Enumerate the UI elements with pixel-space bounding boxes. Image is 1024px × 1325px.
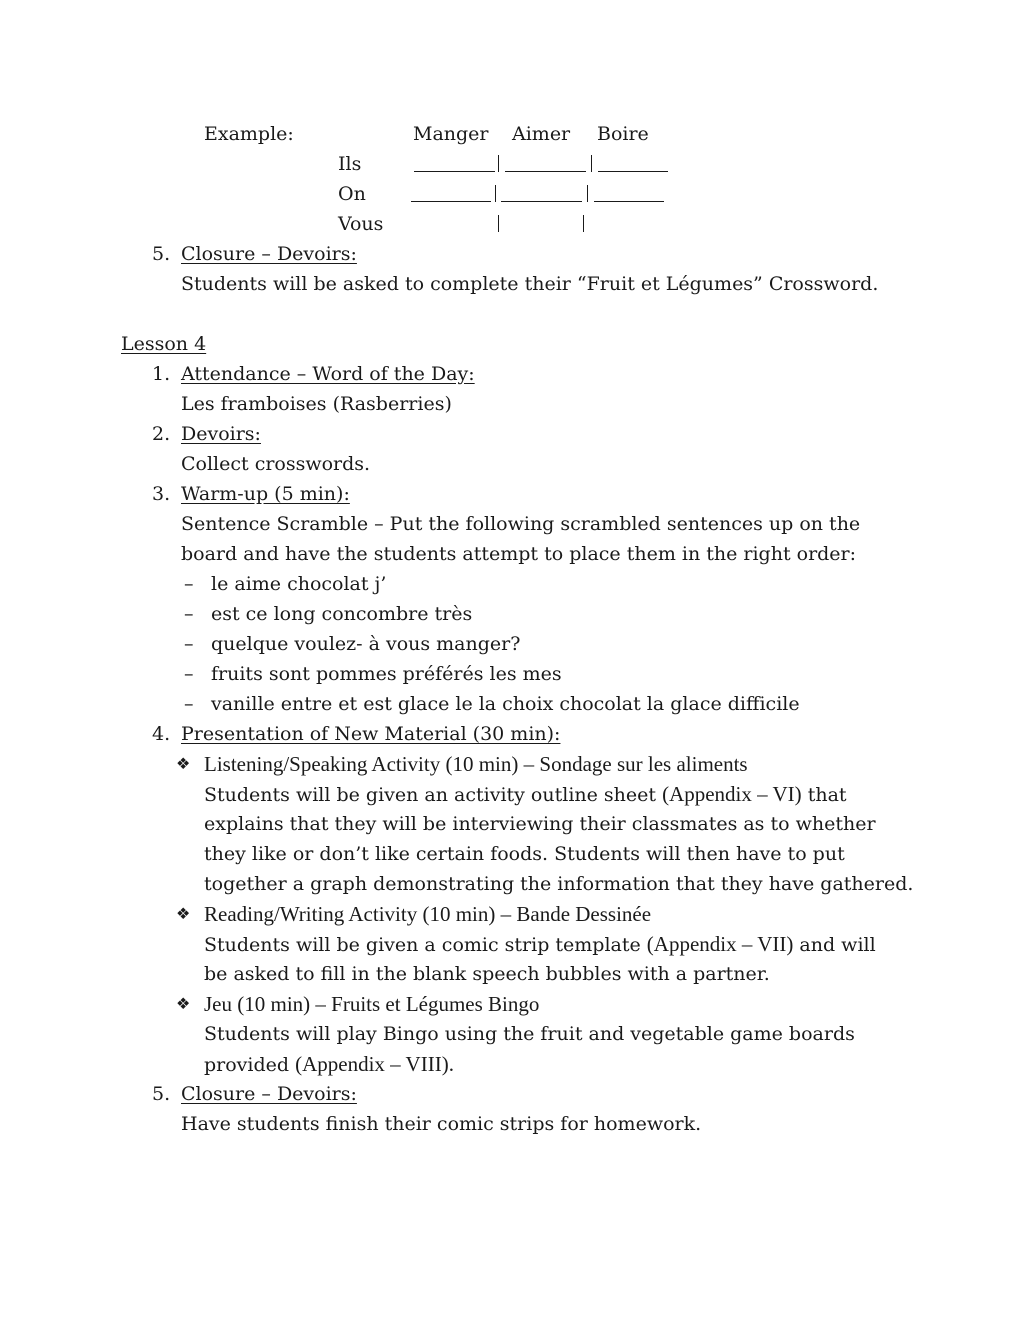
scramble-item: est ce long concombre très: [211, 603, 473, 625]
item-text: Les framboises (Rasberries): [181, 393, 452, 415]
blank-line: [501, 201, 582, 202]
dash-bullet: –: [184, 663, 194, 685]
item-number: 1.: [152, 363, 171, 385]
dash-bullet: –: [184, 603, 194, 625]
lesson-title: Lesson 4: [121, 333, 207, 355]
blank-line: [411, 201, 491, 202]
header-boire: Boire: [597, 123, 649, 145]
activity-text: explains that they will be interviewing their classmates as to whether: [204, 813, 876, 835]
scramble-item: fruits sont pommes préférés les mes: [211, 663, 562, 685]
item-number: 3.: [152, 483, 171, 505]
activity-title: Reading/Writing Activity (10 min) – Bande Dessinée: [204, 902, 652, 926]
scramble-item: vanille entre et est glace le la choix chocolat la glace difficile: [211, 693, 800, 715]
divider: [583, 215, 584, 232]
activity-text: provided (Appendix – VIII).: [204, 1052, 454, 1076]
closure1-number: 5.: [152, 243, 171, 265]
item-title: Attendance – Word of the Day:: [181, 363, 475, 385]
divider: [495, 185, 496, 202]
blank-line: [594, 201, 664, 202]
example-label: Example:: [204, 123, 294, 145]
item-text: Sentence Scramble – Put the following scrambled sentences up on the: [181, 513, 861, 535]
dash-bullet: –: [184, 573, 194, 595]
item-number: 5.: [152, 1083, 171, 1105]
blank-line: [414, 171, 495, 172]
diamond-bullet-icon: ❖: [176, 994, 191, 1013]
item-number: 4.: [152, 723, 171, 745]
row-vous: Vous: [338, 213, 384, 235]
activity-text: be asked to fill in the blank speech bubbles with a partner.: [204, 963, 770, 985]
divider: [498, 215, 499, 232]
activity-text: Students will play Bingo using the fruit and vegetable game boards: [204, 1023, 855, 1045]
blank-line: [598, 171, 668, 172]
item-title: Devoirs:: [181, 423, 261, 445]
item-number: 2.: [152, 423, 171, 445]
row-on: On: [338, 183, 366, 205]
item-text: Have students finish their comic strips for homework.: [181, 1113, 702, 1135]
closure1-title: Closure – Devoirs:: [181, 243, 357, 265]
dash-bullet: –: [184, 633, 194, 655]
appendix-ref: (Appendix – VIII): [295, 1052, 449, 1076]
activity-text: Students will be given an activity outline sheet (Appendix – VI) that: [204, 782, 847, 806]
divider: [498, 155, 499, 172]
scramble-item: quelque voulez- à vous manger?: [211, 633, 521, 655]
diamond-bullet-icon: ❖: [176, 904, 191, 923]
blank-line: [505, 171, 586, 172]
item-title: Closure – Devoirs:: [181, 1083, 357, 1105]
scramble-item: le aime chocolat j’: [211, 573, 387, 595]
appendix-ref: (Appendix – VII): [646, 932, 794, 956]
item-title: Warm-up (5 min):: [181, 483, 350, 505]
item-title: Presentation of New Material (30 min):: [181, 723, 561, 745]
row-ils: Ils: [338, 153, 362, 175]
activity-text: together a graph demonstrating the information that they have gathered.: [204, 873, 914, 895]
item-text: Collect crosswords.: [181, 453, 371, 475]
appendix-ref: (Appendix – VI): [662, 782, 802, 806]
activity-title: Jeu (10 min) – Fruits et Légumes Bingo: [204, 992, 540, 1016]
activity-text: Students will be given a comic strip template (Appendix – VII) and will: [204, 932, 876, 956]
diamond-bullet-icon: ❖: [176, 754, 191, 773]
divider: [591, 155, 592, 172]
header-manger: Manger: [413, 123, 489, 145]
header-aimer: Aimer: [512, 123, 571, 145]
divider: [587, 185, 588, 202]
activity-text: they like or don’t like certain foods. Students will then have to put: [204, 843, 845, 865]
item-text: board and have the students attempt to place them in the right order:: [181, 543, 857, 565]
dash-bullet: –: [184, 693, 194, 715]
closure1-text: Students will be asked to complete their “Fruit et Légumes” Crossword.: [181, 273, 879, 295]
activity-title: Listening/Speaking Activity (10 min) – Sondage sur les aliments: [204, 752, 748, 776]
